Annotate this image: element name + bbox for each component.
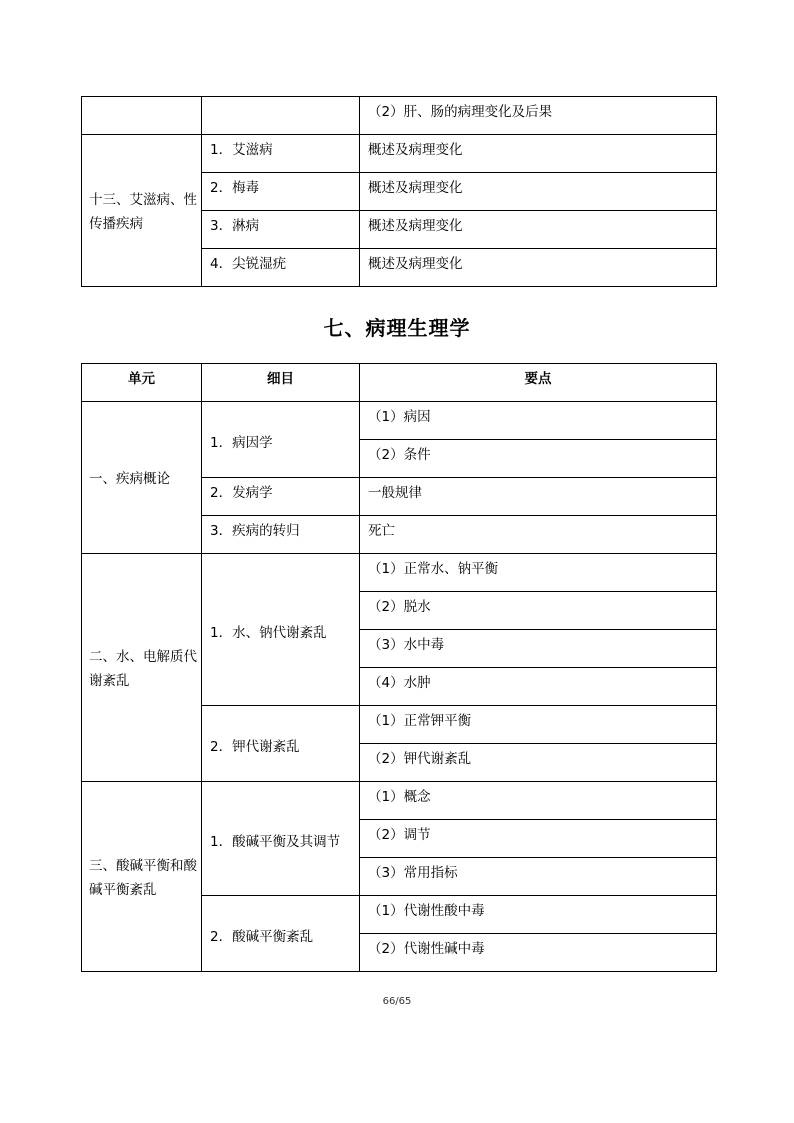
point-cell: （3）水中毒 [360, 630, 717, 668]
point-cell: （1）正常钾平衡 [360, 706, 717, 744]
point-cell: （1）病因 [360, 402, 717, 440]
unit-cell: 三、酸碱平衡和酸碱平衡紊乱 [82, 782, 202, 972]
point-cell: 概述及病理变化 [360, 249, 717, 287]
item-cell: 3．淋病 [202, 211, 360, 249]
empty-item-cell [202, 97, 360, 135]
item-cell: 1．酸碱平衡及其调节 [202, 782, 360, 896]
table-row [82, 554, 717, 592]
unit-cell: 二、水、电解质代谢紊乱 [82, 554, 202, 782]
table-row [82, 97, 717, 135]
item-cell: 1．艾滋病 [202, 135, 360, 173]
point-cell: 概述及病理变化 [360, 173, 717, 211]
point-cell: （2）肝、肠的病理变化及后果 [360, 97, 717, 135]
point-cell: （2）条件 [360, 440, 717, 478]
empty-unit-cell [82, 97, 202, 135]
point-cell: 一般规律 [360, 478, 717, 516]
point-cell: （2）脱水 [360, 592, 717, 630]
item-cell: 1．水、钠代谢紊乱 [202, 554, 360, 706]
point-cell: （1）概念 [360, 782, 717, 820]
item-cell: 4．尖锐湿疣 [202, 249, 360, 287]
item-cell: 1．病因学 [202, 402, 360, 478]
point-cell: （3）常用指标 [360, 858, 717, 896]
point-cell: 死亡 [360, 516, 717, 554]
header-point: 要点 [360, 364, 717, 402]
unit-cell: 十三、艾滋病、性传播疾病 [82, 135, 202, 287]
pathophysiology-syllabus-table [81, 363, 717, 972]
point-cell: 概述及病理变化 [360, 211, 717, 249]
point-cell: （4）水肿 [360, 668, 717, 706]
table-row [82, 782, 717, 820]
table-header-row [82, 364, 717, 402]
table-row [82, 135, 717, 173]
item-cell: 2．酸碱平衡紊乱 [202, 896, 360, 972]
header-item: 细目 [202, 364, 360, 402]
unit-cell: 一、疾病概论 [82, 402, 202, 554]
point-cell: （2）代谢性碱中毒 [360, 934, 717, 972]
section-title: 七、病理生理学 [323, 316, 471, 340]
table-row [82, 402, 717, 440]
item-cell: 2．钾代谢紊乱 [202, 706, 360, 782]
header-unit: 单元 [82, 364, 202, 402]
page-number: 66/65 [382, 996, 412, 1007]
point-cell: （2）钾代谢紊乱 [360, 744, 717, 782]
item-cell: 2．发病学 [202, 478, 360, 516]
point-cell: 概述及病理变化 [360, 135, 717, 173]
item-cell: 3．疾病的转归 [202, 516, 360, 554]
point-cell: （1）代谢性酸中毒 [360, 896, 717, 934]
point-cell: （2）调节 [360, 820, 717, 858]
item-cell: 2．梅毒 [202, 173, 360, 211]
point-cell: （1）正常水、钠平衡 [360, 554, 717, 592]
continued-syllabus-table [81, 96, 717, 287]
